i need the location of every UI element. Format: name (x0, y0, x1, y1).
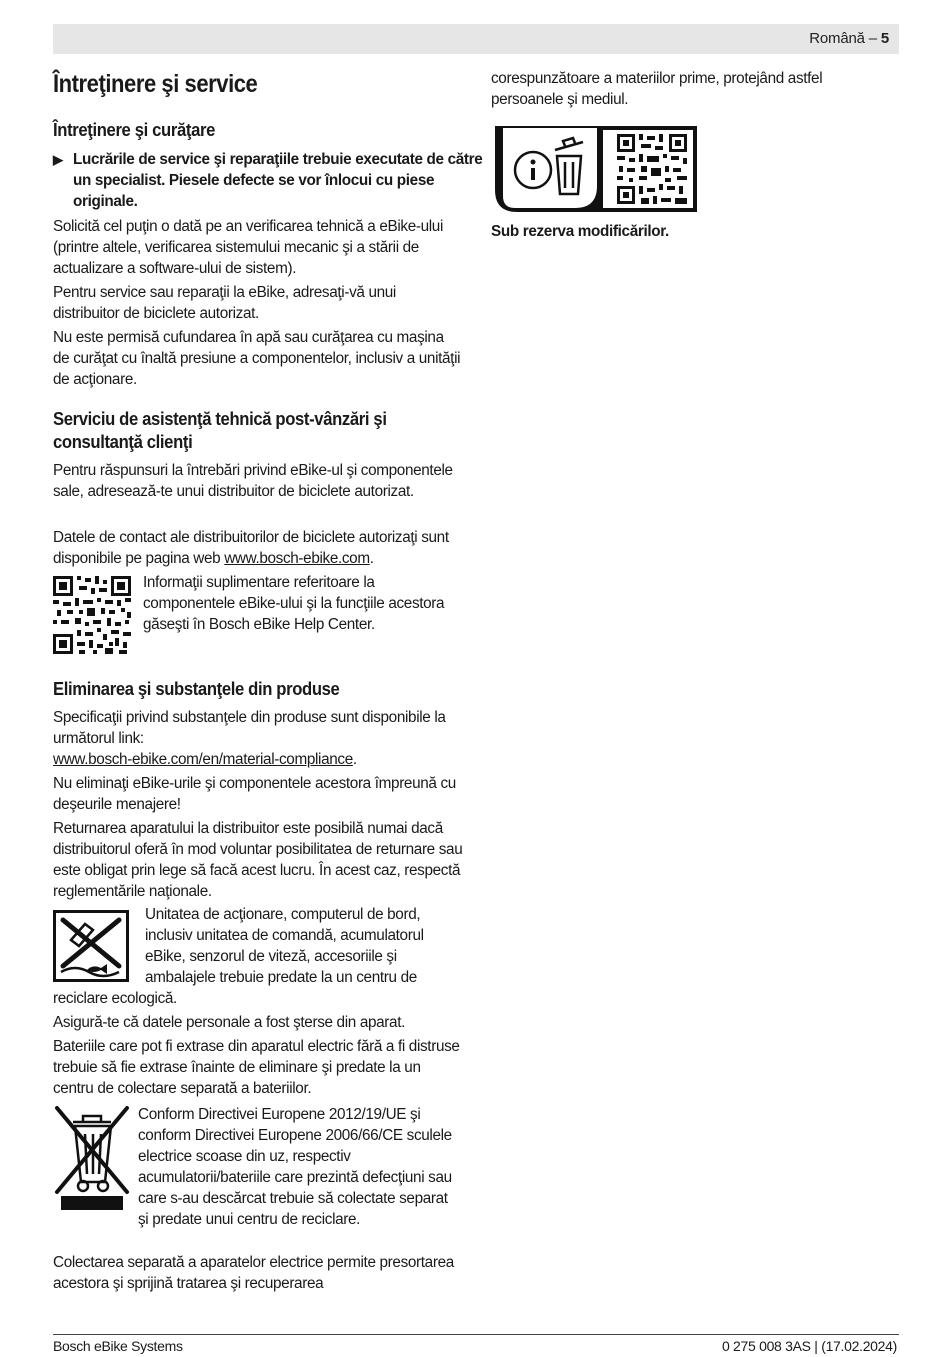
s3-p6: Bateriile care pot fi extrase din aparatul electric fără a fi distruse trebuie să fie extrase înainte de eliminare şi predate la un centru de colectare separată a bateriilor. (53, 1038, 460, 1097)
s3-p3: Returnarea aparatului la distribuitor este posibilă numai dacă distribuitorul oferă în mod voluntar posibilitatea de returnare sau este obligat prin lege să facă acest lucru. În acest caz, respectă reglementările naţionale. (53, 820, 463, 900)
s1-p3: Nu este permisă cufundarea în apă sau curăţarea cu maşina de curăţat cu înaltă presiune a componentelor, inclusiv a unităţii de acţionare. (53, 329, 461, 388)
footer-doc-number: 0 275 008 3AS | (17.02.2024) (721, 1338, 897, 1354)
icon-float-spacer (53, 904, 145, 988)
s2-heading: Serviciu de asistenţă tehnică post-vânzări şi consultanţă clienţi (53, 408, 387, 452)
s3-p5: Asigură-te că datele personale a fost şterse din aparat. (53, 1014, 405, 1031)
right-note: Sub rezerva modificărilor. (491, 223, 669, 240)
s1-heading: Întreţinere şi curăţare (53, 119, 215, 140)
page-title: Întreţinere şi service (53, 70, 258, 98)
header-page-label: Română – 5 (809, 30, 889, 47)
s2-qr-text: Informaţii suplimentare referitoare la componentele eBike-ului şi la funcţiile acestora găseşti în Bosch eBike Help Center. (143, 574, 445, 633)
s3-p8: Colectarea separată a aparatelor electrice permite presortarea acestora şi sprijină tratarea şi recuperarea (53, 1254, 454, 1292)
footer-divider (53, 1334, 899, 1335)
s1-bullet: ▶ Lucrările de service şi reparaţiile trebuie executate de către un specialist. Piesele defecte se vor înlocui cu piese originale. (53, 151, 483, 210)
s3-p7: Conform Directivei Europene 2012/19/UE şi conform Directivei Europene 2006/66/CE sculele electrice scoase din uz, respectiv acumulatorii/bateriile care prezintă defecţiuni sau care s-au descărcat trebuie să colectate separat şi predate unui centru de reciclare. (138, 1106, 452, 1228)
s3-p4: Unitatea de acţionare, computerul de bord, inclusiv unitatea de comandă, acumulatorul eBike, senzorul de viteză, accesoriile şi ambalajele trebuie predate la un centru de reciclare ecologică. (53, 906, 424, 1007)
footer-company: Bosch eBike Systems (53, 1338, 183, 1354)
s1-p1: Solicită cel puţin o dată pe an verificarea tehnică a eBike-ului (printre altele, verificarea sistemului mecanic şi a stării de actualizare a software-ului de sistem). (53, 218, 444, 277)
material-compliance-link[interactable]: www.bosch-ebike.com/en/material-compliance (53, 751, 353, 768)
s3-heading: Eliminarea şi substanţele din produse (53, 678, 340, 699)
header-bar (53, 24, 899, 54)
s3-p2: Nu eliminaţi eBike-urile şi componentele acestora împreună cu deşeurile menajere! (53, 775, 456, 813)
bullet-arrow-icon: ▶ (53, 152, 63, 167)
s2-p2: Datele de contact ale distribuitorilor de biciclete autorizaţi sunt disponibile pe pagina web www.bosch-ebike.com. (53, 529, 449, 567)
weee-crossed-bin-icon (53, 1104, 131, 1212)
right-p1: corespunzătoare a materiilor prime, protejând astfel persoanele şi mediul. (491, 70, 823, 108)
s1-p2: Pentru service sau reparaţii la eBike, adresaţi-vă unui distribuitor de biciclete autorizat. (53, 284, 396, 322)
s2-p1: Pentru răspunsuri la întrebări privind eBike-ul şi componentele sale, adresează-te unui distribuitor de biciclete autorizat. (53, 462, 453, 500)
bosch-ebike-link[interactable]: www.bosch-ebike.com (224, 550, 370, 567)
s3-p1: Specificaţii privind substanţele din produse sunt disponibile la următorul link: www.bosch-ebike.com/en/material-compliance. (53, 709, 446, 768)
recycling-info-badge (493, 124, 699, 214)
help-center-qr-icon (53, 576, 131, 654)
